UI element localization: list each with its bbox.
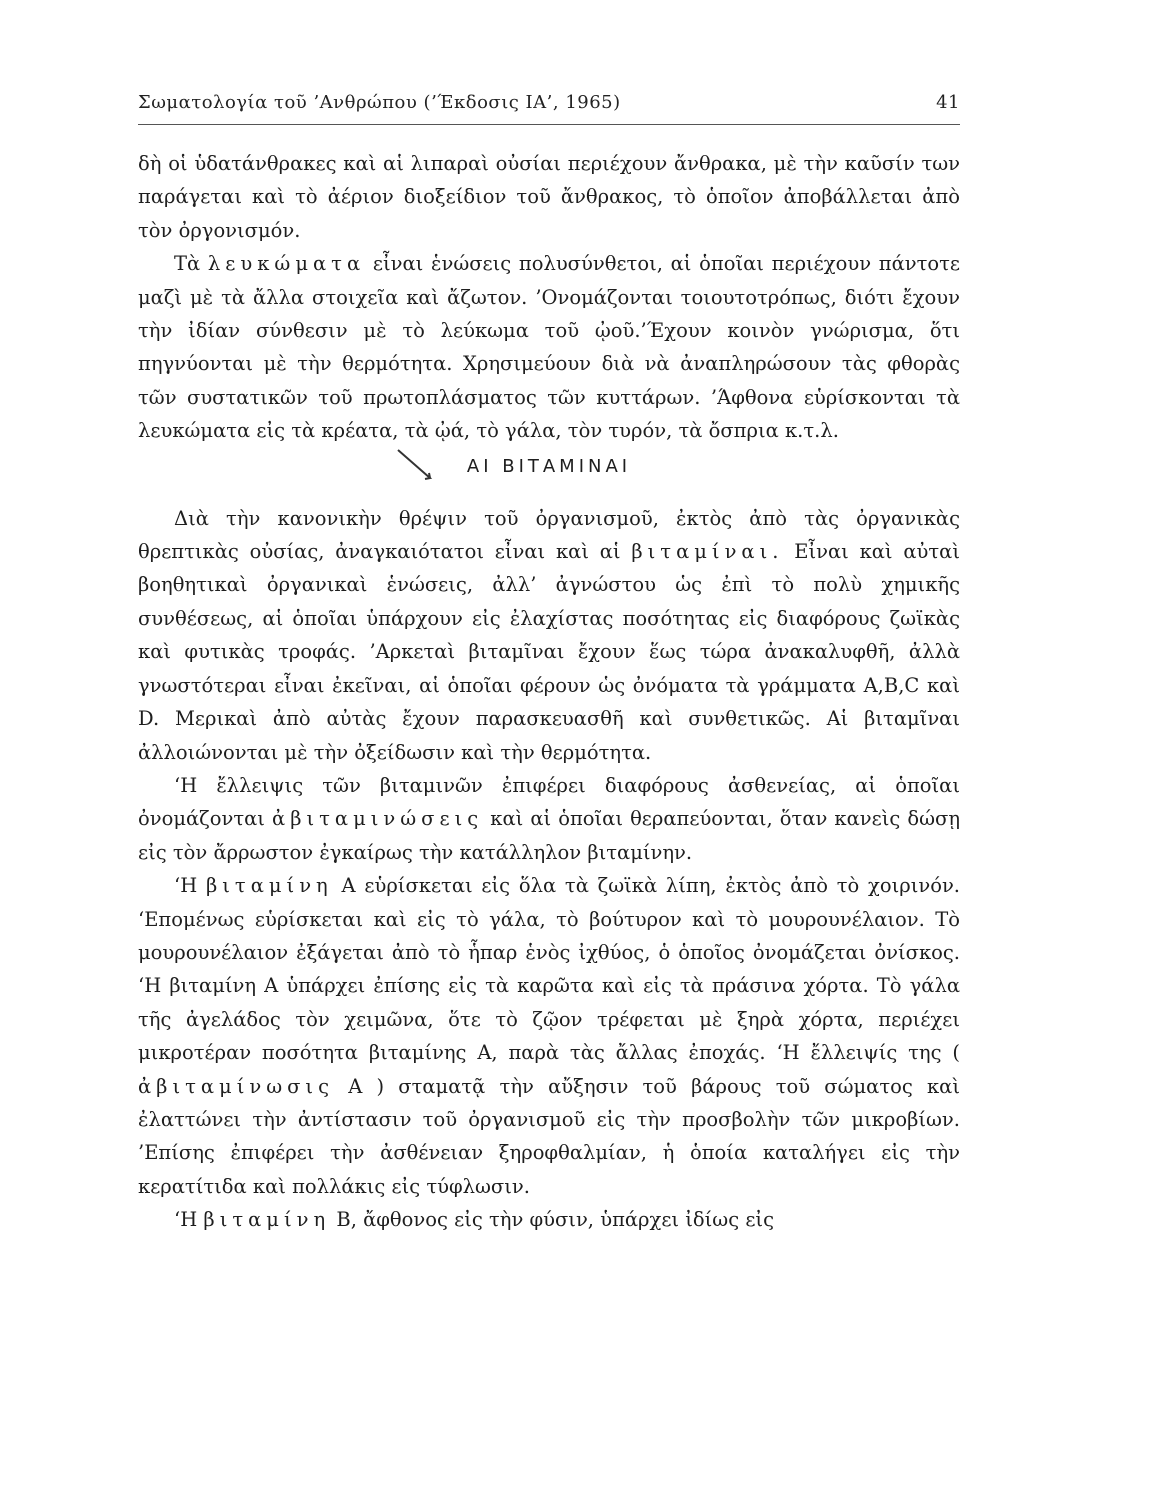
spaced-term: βιταμίνη (203, 1208, 331, 1232)
body-text (138, 147, 960, 1237)
paragraph-text: Τὰ (174, 252, 201, 276)
paragraph (138, 869, 960, 1203)
paragraph-text: ‘Η (174, 1208, 198, 1232)
running-header (138, 92, 960, 125)
paragraph (138, 502, 960, 769)
paragraph (138, 247, 960, 447)
book-page (138, 92, 960, 1237)
paragraph-text: ‘Η ἔλλειψις τῶν βιταμινῶν ἐπιφέρει διαφόρους ἀσθενείας, αἱ ὁποῖαι ὀνομάζονται (138, 773, 960, 831)
spaced-term: λευκώματα (207, 252, 366, 276)
pen-stroke-mark (396, 448, 436, 482)
paragraph (138, 769, 960, 869)
paragraph (138, 1203, 960, 1236)
paragraph-text: εἶναι ἑνώσεις πολυσύνθετοι, αἱ ὁποῖαι περιέχουν πάντοτε μαζὶ μὲ τὰ ἄλλα στοιχεῖα καὶ ἄζωτον. ’Ονομάζονται τοιουτοτρόπως, διότι ἔχουν τὴν ἰδίαν σύνθεσιν μὲ τὸ λεύκωμα τοῦ ᾠοῦ.’Έχουν κοινὸν γνώρισμα, ὅτι πηγνύονται μὲ τὴν θερμότητα. Χρησιμεύουν διὰ νὰ ἀναπληρώσουν τὰς φθορὰς τῶν συστατικῶν τοῦ πρωτοπλάσματος τῶν κυττάρων. ’Άφθονα εὑρίσκονται τὰ λευκώματα εἰς τὰ κρέατα, τὰ ᾠά, τὸ γάλα, τὸν τυρόν, τὰ ὄσπρια κ.τ.λ. (138, 252, 961, 443)
spaced-term: βιταμίνη (206, 874, 333, 898)
paragraph-text: Διὰ τὴν κανονικὴν θρέψιν τοῦ ὀργανισμοῦ, ἐκτὸς ἀπὸ τὰς ὀργανικὰς θρεπτικὰς οὐσίας, ἀναγκαιότατοι εἶναι καὶ αἱ (138, 506, 960, 564)
paragraph-text: B, ἄφθονος εἰς τὴν φύσιν, ὑπάρχει ἰδίως εἰς (336, 1208, 774, 1232)
paragraph-text: δὴ οἱ ὑδατάνθρακες καὶ αἱ λιπαραὶ οὐσίαι περιέχουν ἄνθρακα, μὲ τὴν καῦσίν των παράγεται καὶ τὸ ἀέριον διοξείδιον τοῦ ἄνθρακος, τὸ ὁποῖον ἀποβάλλεται ἀπὸ τὸν ὀργονισμόν. (138, 152, 960, 242)
paragraph-text: Α ) σταματᾷ τὴν αὔξησιν τοῦ βάρους τοῦ σώματος καὶ ἐλαττώνει τὴν ἀντίστασιν τοῦ ὀργανισμοῦ εἰς τὴν προσβολὴν τῶν μικροβίων. ’Επίσης ἐπιφέρει τὴν ἀσθένειαν ξηροφθαλμίαν, ἡ ὁποία καταλήγει εἰς τὴν κερατίτιδα καὶ πολλάκις εἰς τύφλωσιν. (138, 1074, 961, 1198)
section-heading (138, 448, 960, 502)
spaced-term: ἀβιταμίνωσις (138, 1074, 334, 1098)
paragraph-text: A εὑρίσκεται εἰς ὅλα τὰ ζωϊκὰ λίπη, ἐκτὸς ἀπὸ τὸ χοιρινόν. ‘Επομένως εὑρίσκεται καὶ εἰς τὸ γάλα, τὸ βούτυρον καὶ τὸ μουρουνέλαιον. Τὸ μουρουνέλαιον ἐξάγεται ἀπὸ τὸ ἧπαρ ἑνὸς ἰχθύος, ὁ ὁποῖος ὀνομάζεται ὀνίσκος. ‘Η βιταμίνη Α ὑπάρχει ἐπίσης εἰς τὰ καρῶτα καὶ εἰς τὰ πράσινα χόρτα. Τὸ γάλα τῆς ἀγελάδος τὸν χειμῶνα, ὅτε τὸ ζῷον τρέφεται μὲ ξηρὰ χόρτα, περιέχει μικροτέραν ποσότητα βιταμίνης Α, παρὰ τὰς ἄλλας ἐποχάς. ‘Η ἔλλειψίς της ( (138, 874, 960, 1065)
paragraph-text: Εἶναι καὶ αὐταὶ βοηθητικαὶ ὀργανικαὶ ἑνώσεις, ἀλλ’ ἀγνώστου ὡς ἐπὶ τὸ πολὺ χημικῆς συνθέσεως, αἱ ὁποῖαι ὑπάρχουν εἰς ἐλαχίστας ποσότητας εἰς διαφόρους ζωϊκὰς καὶ φυτικὰς τροφάς. ’Αρκεταὶ βιταμῖναι ἔχουν ἕως τώρα ἀνακαλυφθῆ, ἀλλὰ γνωστότεραι εἶναι ἐκεῖναι, αἱ ὁποῖαι φέρουν ὡς ὀνόματα τὰ γράμματα A,B,C καὶ D. Μερικαὶ ἀπὸ αὐτὰς ἔχουν παρασκευασθῆ καὶ συνθετικῶς. Αἱ βιταμῖναι ἀλλοιώνονται μὲ τὴν ὀξείδωσιν καὶ τὴν θερμότητα. (138, 540, 960, 764)
section-heading-text: ΑΙ ΒΙΤΑΜΙΝΑΙ (466, 455, 632, 477)
spaced-term: βιταμίναι. (631, 540, 784, 564)
paragraph-text: καὶ αἱ ὁποῖαι θεραπεύονται, ὅταν κανεὶς δώσῃ εἰς τὸν ἄρρωστον ἐγκαίρως τὴν κατάλληλον βιταμίνην. (138, 807, 961, 864)
spaced-term: ἀβιταμινώσεις (272, 807, 484, 831)
paragraph-text: ‘Η (174, 874, 198, 898)
running-title: Σωματολογία τοῦ ’Ανθρώπου (’Έκδοσις ΙΑ’, 1965) (138, 92, 621, 113)
page-number: 41 (936, 92, 960, 113)
paragraph (138, 147, 960, 247)
